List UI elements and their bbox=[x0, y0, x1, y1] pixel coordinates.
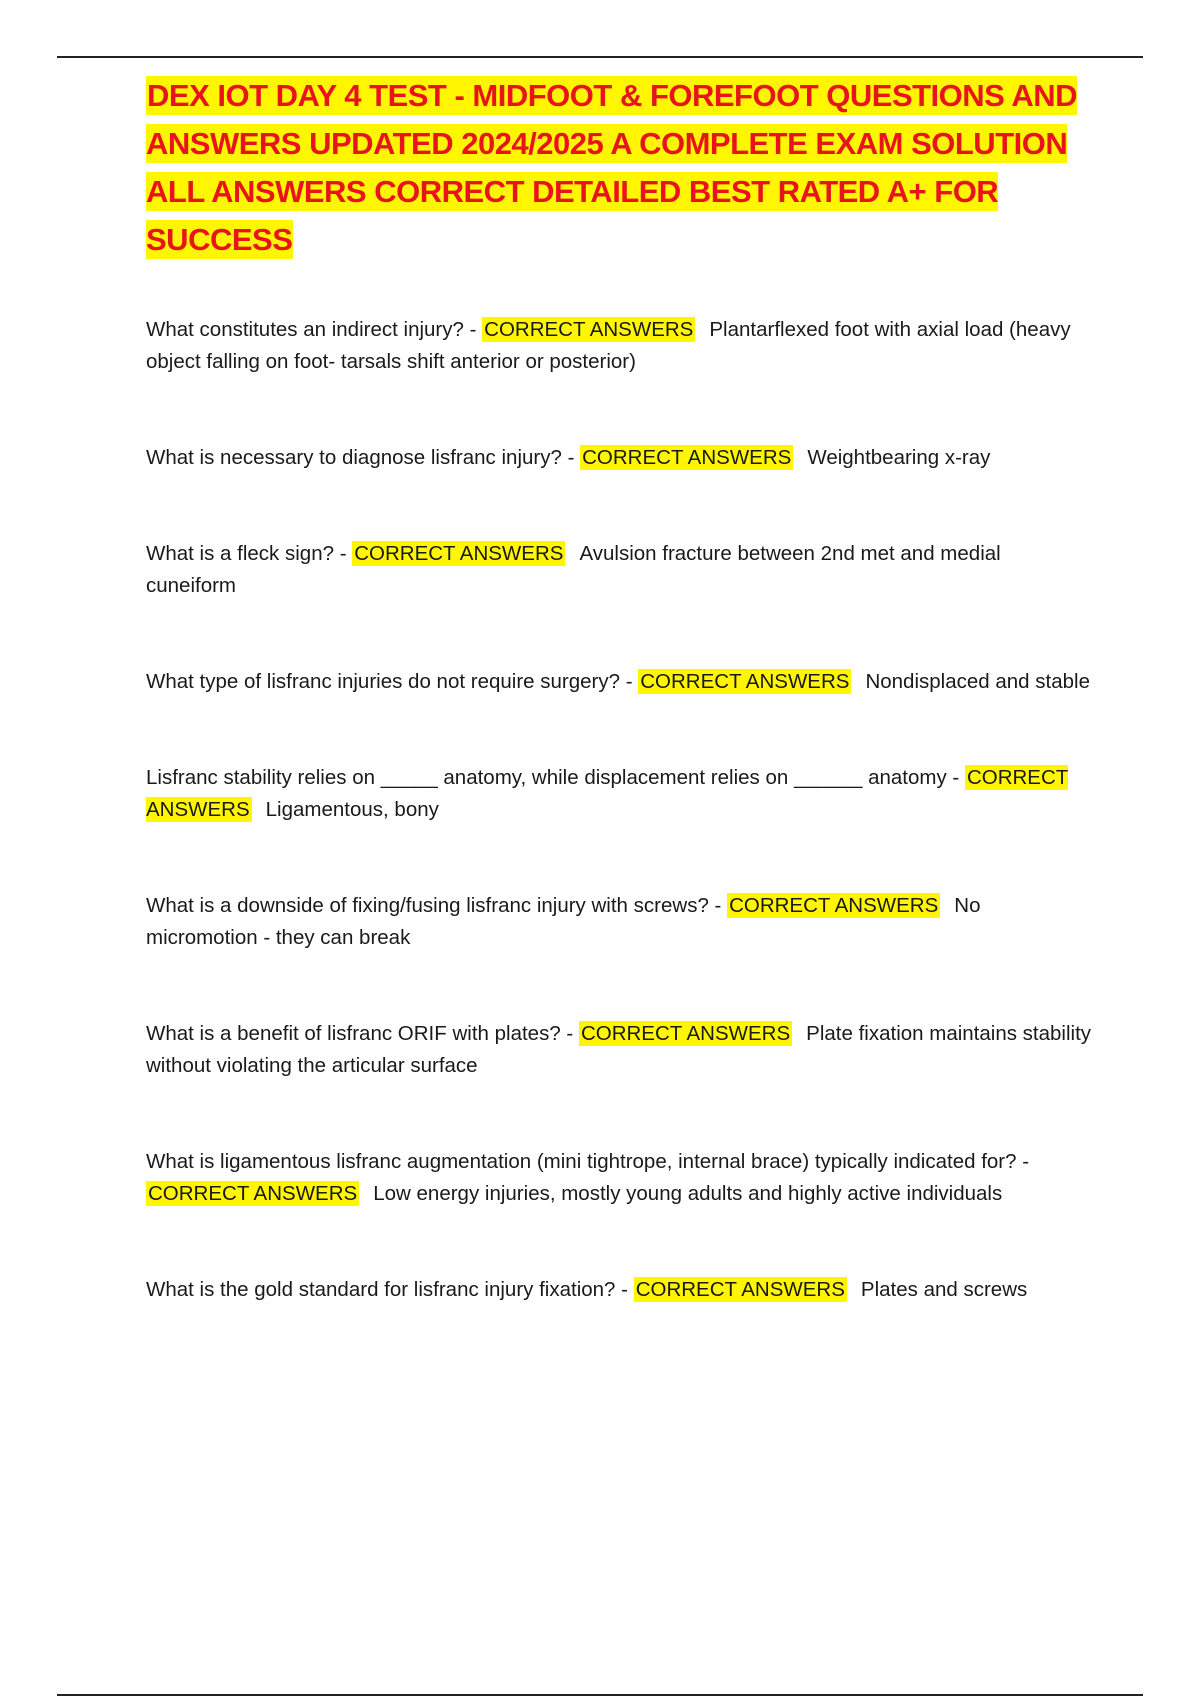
answer-text: Weightbearing x-ray bbox=[807, 446, 991, 469]
answer-text: Low energy injuries, mostly young adults and highly active individuals bbox=[373, 1182, 1003, 1205]
qa-item bbox=[146, 442, 1096, 474]
correct-answers-tag: CORRECT ANSWERS bbox=[640, 670, 850, 693]
question-text: What is a benefit of lisfranc ORIF with plates? - bbox=[146, 1022, 574, 1045]
qa-item bbox=[146, 1018, 1096, 1082]
document-body bbox=[146, 72, 1096, 1306]
answer-text: Ligamentous, bony bbox=[265, 798, 439, 821]
question-text: What is a downside of fixing/fusing lisfranc injury with screws? - bbox=[146, 894, 722, 917]
correct-answers-tag: CORRECT ANSWERS bbox=[582, 446, 792, 469]
qa-item bbox=[146, 538, 1096, 602]
qa-item bbox=[146, 314, 1096, 378]
top-rule bbox=[57, 56, 1143, 58]
answer-text: No micromotion - they can break bbox=[146, 894, 981, 949]
qa-item bbox=[146, 666, 1096, 698]
answer-text: Avulsion fracture between 2nd met and medial cuneiform bbox=[146, 542, 1001, 597]
answer-text: Nondisplaced and stable bbox=[865, 670, 1090, 693]
answer-text: Plantarflexed foot with axial load (heavy object falling on foot- tarsals shift anterior or posterior) bbox=[146, 318, 1071, 373]
bottom-rule bbox=[57, 1694, 1143, 1696]
correct-answers-tag: CORRECT ANSWERS bbox=[729, 894, 939, 917]
qa-item bbox=[146, 1274, 1096, 1306]
correct-answers-tag: CORRECT ANSWERS bbox=[148, 1182, 358, 1205]
question-text: What is a fleck sign? - bbox=[146, 542, 347, 565]
answer-text: Plates and screws bbox=[860, 1278, 1028, 1301]
qa-item bbox=[146, 762, 1096, 826]
question-text: Lisfranc stability relies on _____ anatomy, while displacement relies on ______ anatomy - bbox=[146, 766, 960, 789]
qa-item bbox=[146, 1146, 1096, 1210]
correct-answers-tag: CORRECT ANSWERS bbox=[580, 1022, 791, 1045]
qa-item bbox=[146, 890, 1096, 954]
correct-answers-tag: CORRECT ANSWERS bbox=[635, 1278, 845, 1301]
correct-answers-tag: CORRECT ANSWERS bbox=[354, 542, 564, 565]
correct-answers-tag: CORRECT ANSWERS bbox=[146, 766, 1069, 821]
question-text: What constitutes an indirect injury? - bbox=[146, 318, 477, 341]
question-text: What is necessary to diagnose lisfranc injury? - bbox=[146, 446, 575, 469]
question-text: What is ligamentous lisfranc augmentation (mini tightrope, internal brace) typically indicated for? - bbox=[146, 1150, 1030, 1173]
document-title-text: DEX IOT DAY 4 TEST - MIDFOOT & FOREFOOT QUESTIONS AND ANSWERS UPDATED 2024/2025 A COMPLETE EXAM SOLUTION ALL ANSWERS CORRECT DETAILED BEST RATED A+ FOR SUCCESS bbox=[146, 78, 1077, 257]
question-text: What is the gold standard for lisfranc injury fixation? - bbox=[146, 1278, 628, 1301]
answer-text: Plate fixation maintains stability without violating the articular surface bbox=[146, 1022, 1092, 1077]
correct-answers-tag: CORRECT ANSWERS bbox=[484, 318, 694, 341]
document-title bbox=[146, 72, 1096, 264]
question-text: What type of lisfranc injuries do not require surgery? - bbox=[146, 670, 633, 693]
